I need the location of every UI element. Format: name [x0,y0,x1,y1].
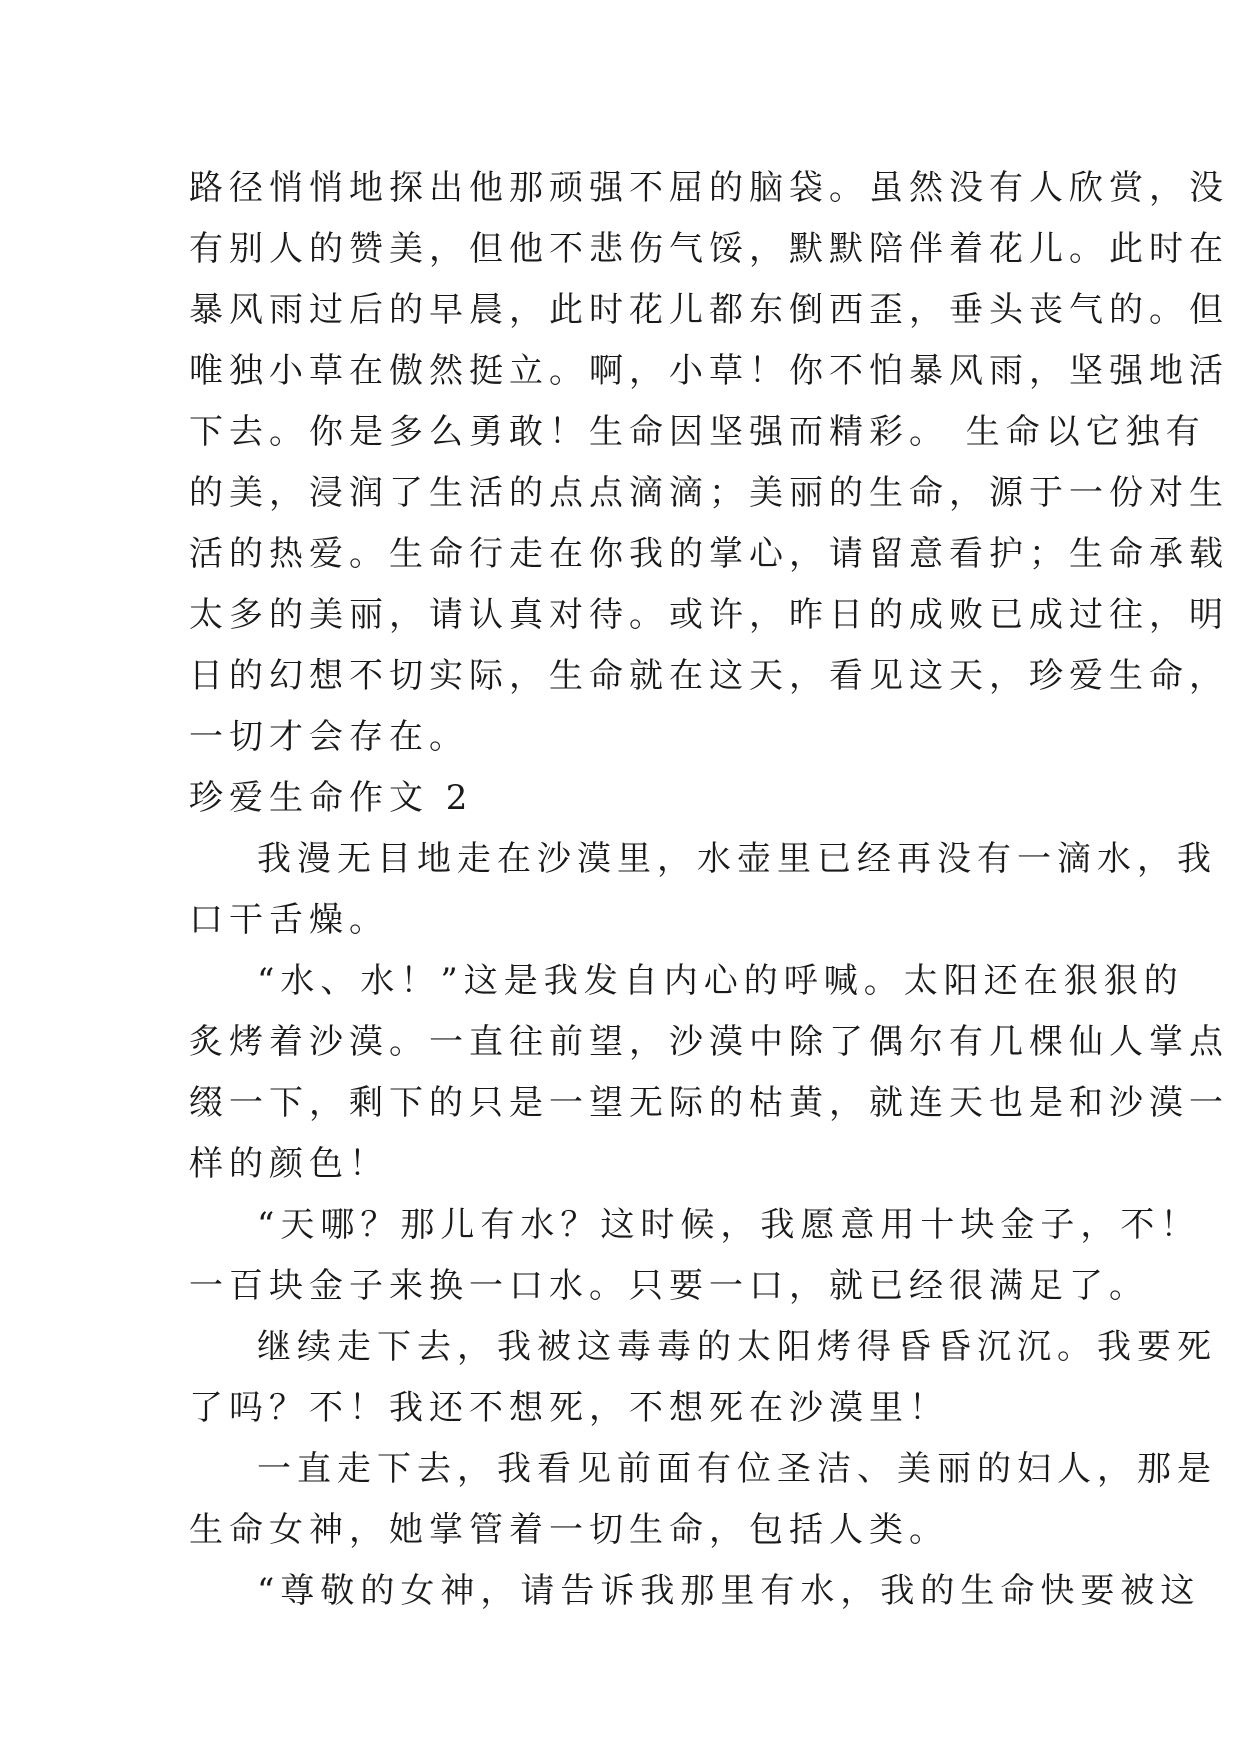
document-body [189,158,1229,1622]
paragraph-6 [189,1439,1217,1561]
text-line: 炙烤着沙漠。一直往前望，沙漠中除了偶尔有几棵仙人掌点 [189,1022,1229,1062]
text-line: 的美，浸润了生活的点点滴滴；美丽的生命，源于一份对生 [189,473,1229,513]
text-line: “天哪？那儿有水？这时候，我愿意用十块金子，不！ [257,1205,1201,1245]
text-line: 继续走下去，我被这毒毒的太阳烤得昏昏沉沉。我要死 [257,1327,1217,1367]
text-line: 了吗？不！我还不想死，不想死在沙漠里！ [189,1388,949,1428]
text-line: 唯独小草在傲然挺立。啊，小草！你不怕暴风雨，坚强地活 [189,351,1229,391]
text-line: 一百块金子来换一口水。只要一口，就已经很满足了。 [189,1266,1149,1306]
paragraph-3 [189,951,1229,1195]
text-line: 一切才会存在。 [189,717,469,757]
paragraph-1 [189,158,1229,768]
text-line: 路径悄悄地探出他那顽强不屈的脑袋。虽然没有人欣赏，没 [189,168,1229,208]
paragraph-7 [189,1561,1201,1622]
text-line: “水、水！”这是我发自内心的呼喊。太阳还在狠狠的 [257,961,1184,1001]
section-title: 珍爱生命作文 2 [189,778,474,818]
text-line: 太多的美丽，请认真对待。或许，昨日的成败已成过往，明 [189,595,1229,635]
paragraph-4 [189,1195,1201,1317]
text-line: 缀一下，剩下的只是一望无际的枯黄，就连天也是和沙漠一 [189,1083,1229,1123]
text-line: 口干舌燥。 [189,900,389,940]
text-line: 生命女神，她掌管着一切生命，包括人类。 [189,1510,949,1550]
text-line: 样的颜色！ [189,1144,389,1184]
text-line: 我漫无目地走在沙漠里，水壶里已经再没有一滴水，我 [257,839,1217,879]
text-line: 有别人的赞美，但他不悲伤气馁，默默陪伴着花儿。此时在 [189,229,1229,269]
paragraph-5 [189,1317,1217,1439]
text-line: 活的热爱。生命行走在你我的掌心，请留意看护；生命承载 [189,534,1229,574]
text-line: 日的幻想不切实际，生命就在这天，看见这天，珍爱生命， [189,656,1229,696]
text-line: “尊敬的女神，请告诉我那里有水，我的生命快要被这 [257,1571,1201,1611]
text-line: 一直走下去，我看见前面有位圣洁、美丽的妇人，那是 [257,1449,1217,1489]
paragraph-2 [189,829,1217,951]
text-line: 暴风雨过后的早晨，此时花儿都东倒西歪，垂头丧气的。但 [189,290,1229,330]
text-line: 下去。你是多么勇敢！生命因坚强而精彩。 生命以它独有 [189,412,1206,452]
